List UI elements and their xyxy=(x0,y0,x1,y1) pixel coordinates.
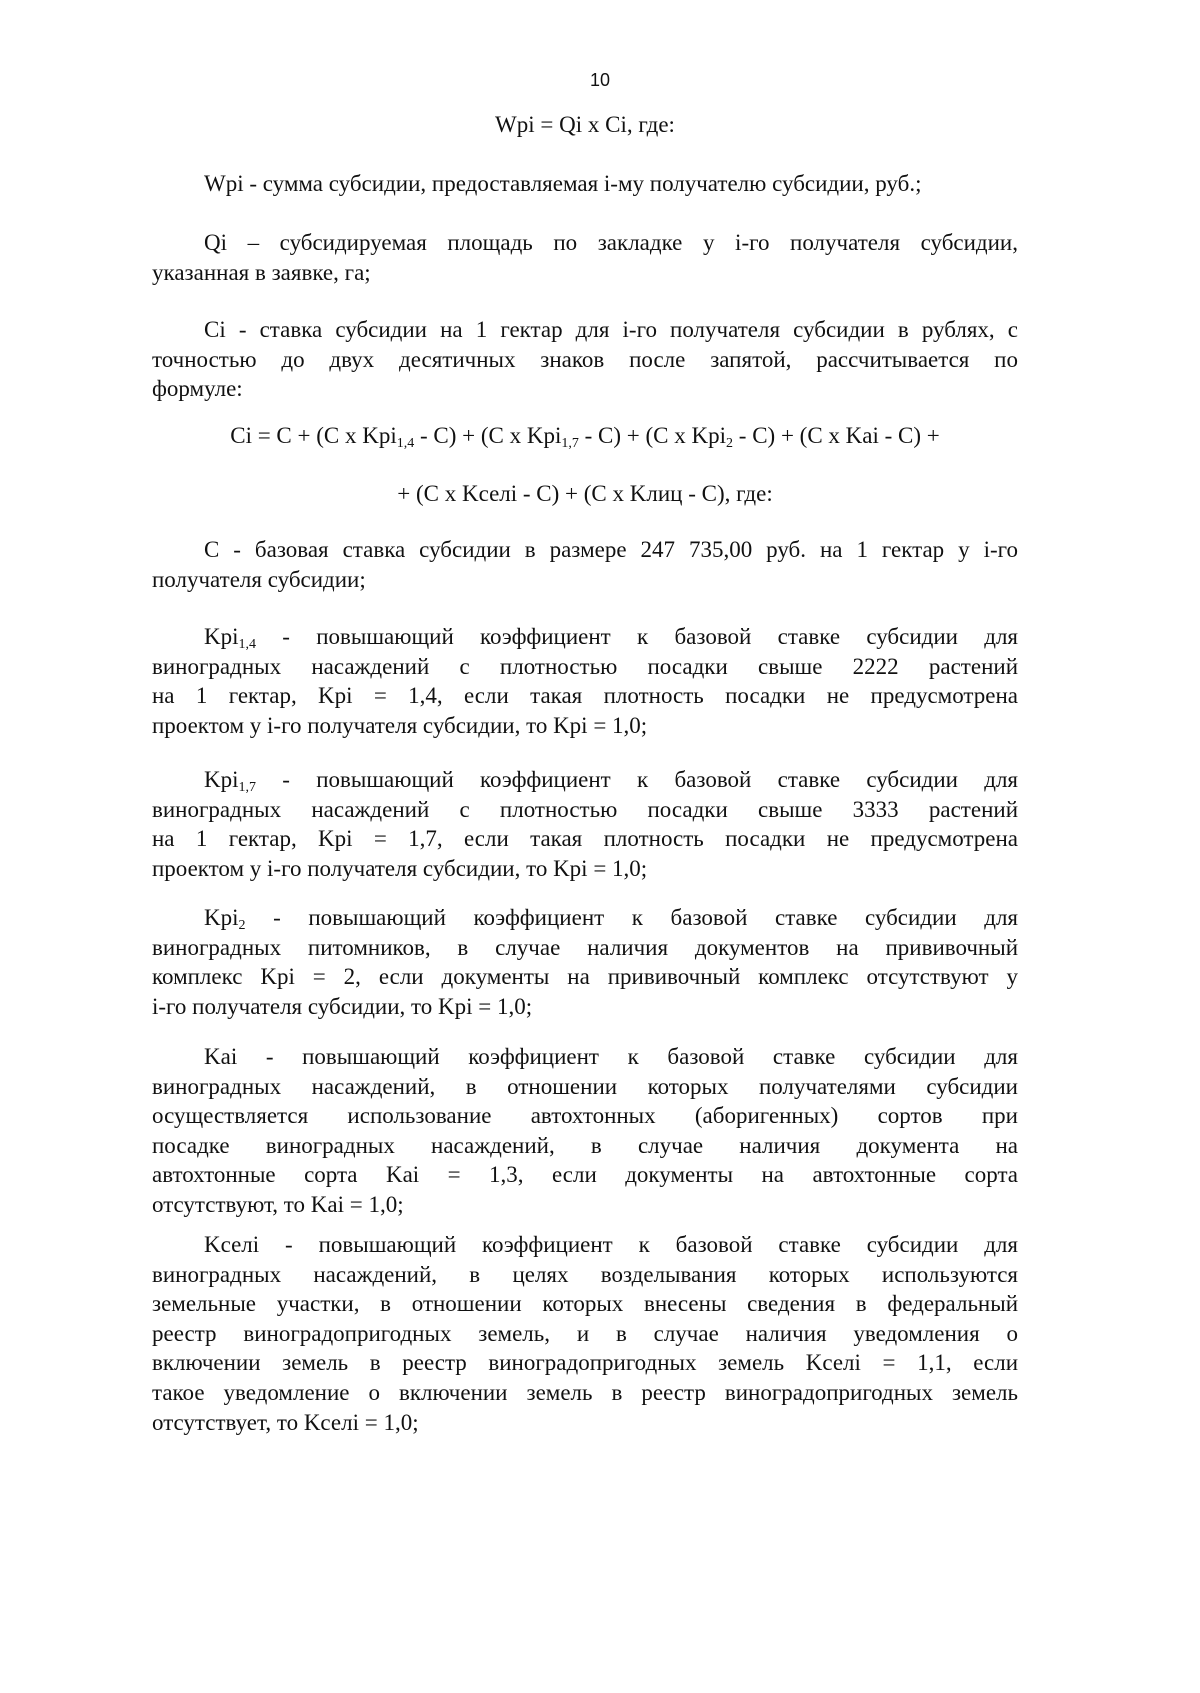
text-line xyxy=(152,110,1018,140)
formula-ci-line1 xyxy=(152,421,1018,451)
text-line xyxy=(152,374,1018,404)
text-segment: включении земель в реестр виноградопригодных земель Kселi = 1,1, если xyxy=(152,1350,1018,1376)
text-line xyxy=(152,652,1018,682)
text-line xyxy=(152,315,1018,345)
text-segment: посадке виноградных насаждений, в случае наличия документа на xyxy=(152,1132,1018,1158)
subscript: 1,4 xyxy=(396,436,415,451)
text-line xyxy=(152,824,1018,854)
text-segment: Kai - повышающий коэффициент к базовой ставке субсидии для xyxy=(204,1044,1018,1069)
subscript: 2 xyxy=(238,918,246,933)
text-line xyxy=(152,795,1018,825)
text-line xyxy=(152,1160,1018,1190)
page-number: 10 xyxy=(589,70,611,90)
subscript: 1,7 xyxy=(561,436,579,451)
text-segment: такое уведомление о включении земель в реестр виноградопригодных земель xyxy=(152,1379,1018,1405)
text-segment: Kpi xyxy=(204,624,239,649)
text-segment: автохтонные сорта Kai = 1,3, если документы на автохтонные сорта xyxy=(152,1162,1018,1188)
text-segment: виноградных питомников, в случае наличия документов на прививочный xyxy=(152,934,1018,960)
text-line xyxy=(152,1378,1018,1408)
text-line xyxy=(152,962,1018,992)
paragraph-kpi2-definition xyxy=(152,903,1018,1021)
subscript: 2 xyxy=(726,436,734,451)
text-line xyxy=(152,933,1018,963)
text-segment: комплекс Kpi = 2, если документы на прививочный комплекс отсутствуют у xyxy=(152,964,1018,990)
text-line xyxy=(152,1101,1018,1131)
text-line xyxy=(152,345,1018,375)
text-segment: формуле: xyxy=(152,376,243,402)
text-segment: виноградных насаждений, в целях возделывания которых используются xyxy=(152,1261,1018,1287)
subscript: 1,4 xyxy=(238,637,256,652)
text-segment: - C) + (C x Kai - C) + xyxy=(733,423,940,448)
text-segment: проектом у i-го получателя субсидии, то Kpi = 1,0; xyxy=(152,855,648,881)
text-segment: Wpi - сумма субсидии, предоставляемая i-му получателю субсидии, руб.; xyxy=(204,171,922,196)
text-segment: - C) + (C x Kpi xyxy=(578,423,727,448)
text-line xyxy=(152,258,1018,288)
text-segment: - C) + (C x Kpi xyxy=(414,423,562,448)
text-segment: получателя субсидии; xyxy=(152,566,366,592)
text-segment: Wpi = Qi x Ci, где: xyxy=(495,112,675,137)
text-line xyxy=(152,903,1018,933)
text-segment: точностью до двух десятичных знаков после запятой, рассчитывается по xyxy=(152,346,1018,372)
text-segment: осуществляется использование автохтонных (аборигенных) сортов при xyxy=(152,1103,1018,1129)
text-segment: - повышающий коэффициент к базовой ставке субсидии для xyxy=(256,767,1018,792)
text-segment: проектом у i-го получателя субсидии, то Kpi = 1,0; xyxy=(152,712,648,738)
text-line xyxy=(152,1072,1018,1102)
paragraph-kai-definition xyxy=(152,1042,1018,1220)
text-line xyxy=(152,1131,1018,1161)
text-line xyxy=(152,854,1018,884)
text-segment: виноградных насаждений с плотностью посадки свыше 2222 растений xyxy=(152,653,1018,679)
text-segment: Qi – субсидируемая площадь по закладке у i-го получателя субсидии, xyxy=(204,230,1018,255)
text-line xyxy=(152,1260,1018,1290)
paragraph-ci-definition xyxy=(152,315,1018,404)
text-segment: на 1 гектар, Kpi = 1,7, если такая плотность посадки не предусмотрена xyxy=(152,826,1018,852)
text-segment: i-го получателя субсидии, то Kpi = 1,0; xyxy=(152,993,533,1019)
text-line xyxy=(152,681,1018,711)
subscript: 1,7 xyxy=(238,780,256,795)
text-line xyxy=(152,992,1018,1022)
formula-wpi xyxy=(152,110,1018,140)
text-line xyxy=(152,1408,1018,1438)
text-line xyxy=(152,228,1018,258)
paragraph-wpi-definition xyxy=(152,169,1018,199)
text-line xyxy=(152,421,1018,451)
paragraph-c-definition xyxy=(152,535,1018,594)
text-segment: Kpi xyxy=(204,767,239,792)
text-segment: земельные участки, в отношении которых внесены сведения в федеральный xyxy=(152,1291,1018,1317)
text-segment: отсутствуют, то Kai = 1,0; xyxy=(152,1191,404,1217)
text-line xyxy=(152,1289,1018,1319)
text-line xyxy=(152,1319,1018,1349)
text-line xyxy=(152,622,1018,652)
text-line xyxy=(152,535,1018,565)
text-segment: - повышающий коэффициент к базовой ставке субсидии для xyxy=(245,905,1018,930)
formula-ci-line2 xyxy=(152,479,1018,509)
text-segment: реестр виноградопригодных земель, и в случае наличия уведомления о xyxy=(152,1320,1018,1346)
text-line xyxy=(152,1042,1018,1072)
text-segment: Ci = C + (C x Kpi xyxy=(230,423,397,448)
text-segment: виноградных насаждений, в отношении которых получателями субсидии xyxy=(152,1073,1018,1099)
paragraph-kseli-definition xyxy=(152,1230,1018,1437)
text-segment: C - базовая ставка субсидии в размере 247 735,00 руб. на 1 гектар у i-го xyxy=(204,537,1018,562)
text-segment: на 1 гектар, Kpi = 1,4, если такая плотность посадки не предусмотрена xyxy=(152,683,1018,709)
text-segment: Kpi xyxy=(204,905,239,930)
text-segment: + (C x Kселi - C) + (C x Kлиц - C), где: xyxy=(397,481,773,506)
paragraph-kpi14-definition xyxy=(152,622,1018,740)
text-line xyxy=(152,1230,1018,1260)
text-line xyxy=(152,1190,1018,1220)
text-line xyxy=(152,479,1018,509)
text-segment: Ci - ставка субсидии на 1 гектар для i-го получателя субсидии в рублях, с xyxy=(204,317,1018,342)
text-line xyxy=(152,765,1018,795)
text-line xyxy=(152,1348,1018,1378)
text-segment: виноградных насаждений с плотностью посадки свыше 3333 растений xyxy=(152,796,1018,822)
text-line xyxy=(152,711,1018,741)
text-segment: указанная в заявке, га; xyxy=(152,259,371,285)
text-line xyxy=(152,169,1018,199)
text-segment: Kселi - повышающий коэффициент к базовой ставке субсидии для xyxy=(204,1232,1018,1257)
text-segment: отсутствует, то Kселi = 1,0; xyxy=(152,1409,419,1435)
paragraph-qi-definition xyxy=(152,228,1018,287)
paragraph-kpi17-definition xyxy=(152,765,1018,883)
text-segment: - повышающий коэффициент к базовой ставке субсидии для xyxy=(256,624,1018,649)
text-line xyxy=(152,565,1018,595)
